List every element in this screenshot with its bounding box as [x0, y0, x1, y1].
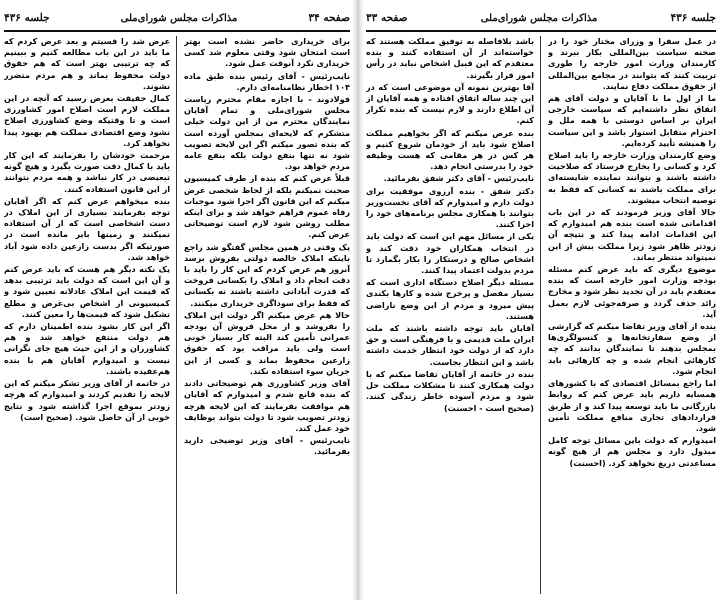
- paragraph: بنده در خاتمه از آقایان تقاضا میکنم که با دولت همکاری کنند تا مشکلات مملکت حل شود و مردم آسوده خاطر زندگی کنند. (صحیح است - احسنت): [366, 368, 534, 413]
- paragraph: وضع کارمندان وزارت خارجه را باید اصلاح کرد و کسانی را بخارج فرستاد که صلاحیت داشته باشند و بتوانند نماینده شایسته‌ای برای مملکت باشند نه کسانی که فقط به توصیه انتخاب میشوند.: [548, 150, 716, 205]
- paragraph: قبلاً عرض کنم که بنده از طرف کمیسیون صحبت نمیکنم بلکه از لحاظ شخصی عرض میکنم که این قانون اگر اجرا شود موجبات رفاه عموم فراهم خواهد شد و برای اینکه مطلب روشن شود لازم است توضیحاتی عرض کنم.: [184, 173, 350, 240]
- paragraph: برای خریداری حاضر نشده است بهتر است امتحان شود وقتی معلوم شد کسی خریداری نکرد آنوقت عمل شود.: [184, 36, 350, 69]
- left-header-rule: [4, 30, 350, 32]
- paragraph: یک وقتی در همین مجلس گفتگو شد راجع باینکه املاک خالصه دولتی بفروش برسد آنروز هم عرض کردم که این کار را باید با دقت انجام داد و املاک را بکسانی فروخت که قدرت آبادانی داشته باشند نه بکسانی که فقط برای سوداگری خریداری میکنند.: [184, 241, 350, 308]
- paragraph: مسئله دیگر اصلاح دستگاه اداری است که بسیار مفصل و پرخرج شده و کارها بکندی پیش میرود و مردم از این وضع ناراضی هستند.: [366, 277, 534, 321]
- left-page-title: مذاکرات مجلس شورای‌ملی: [120, 12, 238, 24]
- paragraph: نایب‌رئیس - آقای رئیس بنده طبق ماده ۱۰۴ اخطار نظامنامه‌ای دارم.: [184, 70, 350, 92]
- paragraph: کمال حقیقت بعرض رسید که آنچه در این مملکت لازم است اصلاح امور کشاورزی است و تا وقتیکه وضع کشاورزی اصلاح نشود وضع اقتصادی مملکت هم بهبود پیدا نخواهد کرد.: [4, 93, 170, 148]
- right-page: [366, 0, 716, 600]
- left-page-header: [4, 8, 350, 28]
- right-page-session: جلسه ۴۳۶: [670, 12, 716, 24]
- book-gutter: [352, 0, 364, 600]
- left-page: [4, 0, 350, 600]
- paragraph: اما راجع بمسائل اقتصادی که با کشورهای همسایه داریم باید عرض کنم که روابط بازرگانی ما باید توسعه پیدا کند و از طریق قراردادهای تجاری منافع مملکت تأمین شود.: [548, 378, 716, 433]
- left-page-session: جلسه ۴۳۶: [4, 12, 50, 24]
- left-page-column-left: [4, 36, 170, 594]
- paragraph: باشد بلافاصله به توفیق مملکت هستند که خواسته‌اند از آن استفاده کنند و بنده معتقدم که این قبیل اشخاص نباید در رأس امور قرار بگیرند.: [366, 36, 534, 80]
- paragraph: در عمل سفرا و وزرای مختار خود را در صحنه سیاست بین‌المللی بکار ببرند و کارمندان وزارت امور خارجه را طوری تربیت کنند که بتوانند در مجامع بین‌المللی از حقوق مملکت دفاع نمایند.: [548, 36, 716, 91]
- paragraph: امیدوارم که دولت باین مسائل توجه کامل مبذول دارد و مجلس هم از هیچ گونه مساعدتی دریغ نخواهد کرد. (احسنت): [548, 435, 716, 468]
- paragraph: حالا هم عرض میکنم اگر دولت این املاک را بفروشد و از محل فروش آن بودجه عمرانی تأمین کند البته کار بسیار خوبی است ولی باید مراقب بود که حقوق زارعین محفوظ بماند و کسی از این جریان سوء استفاده نکند.: [184, 309, 350, 376]
- right-page-column-left: [366, 36, 534, 594]
- right-page-header: [366, 8, 716, 28]
- right-page-title: مذاکرات مجلس شورای‌ملی: [480, 12, 598, 24]
- left-page-column-right: [184, 36, 350, 594]
- paragraph: آقای وزیر کشاورزی هم توضیحاتی دادند که بنده قانع شدم و امیدوارم که آقایان هم موافقت بفرمایند که این لایحه هرچه زودتر تصویب شود تا دولت بتواند بوظایف خود عمل کند.: [184, 378, 350, 433]
- paragraph: ما از اول ما با آقایان و دولت آقای هم اتفاق نظر داشته‌ایم که سیاست خارجی ایران بر اساس دوستی با همه ملل و احترام متقابل استوار باشد و این سیاست را همیشه تأیید کرده‌ایم.: [548, 93, 716, 148]
- paragraph: عرض شد را فسیتم و بعد عرض کردم که ما باید در این باب مطالعه کنیم و ببینیم که چه ترتیبی بهتر است که هم حقوق دولت محفوظ بماند و هم مردم متضرر نشوند.: [4, 36, 170, 91]
- paragraph: بنده میخواهم عرض کنم که اگر آقایان توجه بفرمایند بسیاری از این املاک در دست اشخاصی است که از آن استفاده نمیکنند و زمینها بایر مانده است در صورتیکه اگر بدست زارعین داده شود آباد خواهد شد.: [4, 195, 170, 262]
- paragraph: یک نکته دیگر هم هست که باید عرض کنم و آن این است که دولت باید ترتیبی بدهد که قیمت این املاک عادلانه تعیین شود و کمیسیونی از اشخاص بی‌غرض و مطلع تشکیل شود که قیمت‌ها را معین کنند.: [4, 264, 170, 319]
- paragraph: یکی از مسائل مهم این است که دولت باید در انتخاب همکاران خود دقت کند و اشخاص صالح و درستکار را بکار بگمارد تا مردم بدولت اعتماد پیدا کنند.: [366, 231, 534, 276]
- paragraph: دکتر شفق - بنده آرزوی موفقیت برای دولت دارم و امیدوارم که آقای نخست‌وزیر بتوانند با همکاری مجلس برنامه‌های خود را اجرا کنند.: [366, 185, 534, 230]
- right-header-rule: [366, 30, 716, 32]
- right-page-number: صفحه ۳۳: [366, 12, 408, 24]
- paragraph: فولادوند - با اجازه مقام محترم ریاست مجلس شورای‌ملی و تمام آقایان نمایندگان محترم من از این دولت خیلی متشکرم که لایحه‌ای بمجلس آورده است که بنده تصور میکنم اگر این لایحه تصویب شود نه تنها بنفع دولت بلکه بنفع عامه مردم خواهد بود.: [184, 94, 350, 172]
- right-page-column-right: [548, 36, 716, 594]
- paragraph: بنده عرض میکنم که اگر بخواهیم مملکت اصلاح شود باید از خودمان شروع کنیم و هر کس در هر مقامی که هست وظیفه خود را بدرستی انجام دهد.: [366, 127, 534, 172]
- paragraph: آقایان باید توجه داشته باشند که ملت ایران ملت قدیمی و با فرهنگی است و حق دارد که از دولت خود انتظار خدمت داشته باشد و این انتظار بجاست.: [366, 323, 534, 367]
- paragraph: مرحمت خودشان را بفرمایند که این کار باید با کمال دقت صورت بگیرد و هیچ گونه تبعیضی در کار نباشد و همه مردم بتوانند از این قانون استفاده کنند.: [4, 150, 170, 194]
- left-page-number: صفحه ۳۴: [308, 12, 350, 24]
- paragraph: نایب‌رئیس - آقای وزیر توضیحی دارید بفرمائید.: [184, 435, 350, 457]
- right-column-divider: [540, 36, 541, 594]
- paragraph: نایب‌رئیس - آقای دکتر شفق بفرمائید.: [383, 173, 534, 184]
- paragraph: آقا بهترین نمونه آن موضوعی است که در این چند ساله اتفاق افتاده و همه آقایان از آن اطلاع دارند و لازم نیست که بنده تکرار کنم.: [366, 81, 534, 126]
- paragraph: اگر این کار بشود بنده اطمینان دارم که هم دولت منتفع خواهد شد و هم کشاورزان و از این حیث هیچ جای نگرانی نیست و امیدوارم آقایان هم با بنده هم‌عقیده باشند.: [4, 321, 170, 376]
- left-column-divider: [176, 36, 177, 594]
- paragraph: در خاتمه از آقای وزیر تشکر میکنم که این لایحه را تقدیم کردند و امیدوارم که هرچه زودتر بموقع اجرا گذاشته شود و نتایج خوبی از آن حاصل شود. (صحیح است): [4, 378, 170, 422]
- paragraph: موضوع دیگری که باید عرض کنم مسئله بودجه وزارت امور خارجه است که بنده معتقدم باید در آن تجدید نظر شود و مخارج زائد حذف گردد و صرفه‌جوئی لازم بعمل آید.: [548, 264, 716, 319]
- paragraph: حالا آقای وزیر فرمودند که در این باب اقداماتی شده است بنده هم امیدوارم که این اقدامات ادامه پیدا کند و نتیجه آن زودتر ظاهر شود زیرا مملکت بیش از این نمیتواند منتظر بماند.: [548, 207, 716, 262]
- paragraph: بنده از آقای وزیر تقاضا میکنم که گزارشی از وضع سفارتخانه‌ها و کنسولگری‌ها بمجلس بدهند تا نمایندگان بدانند که چه کارهائی انجام شده و چه کارهائی باید انجام شود.: [548, 321, 716, 376]
